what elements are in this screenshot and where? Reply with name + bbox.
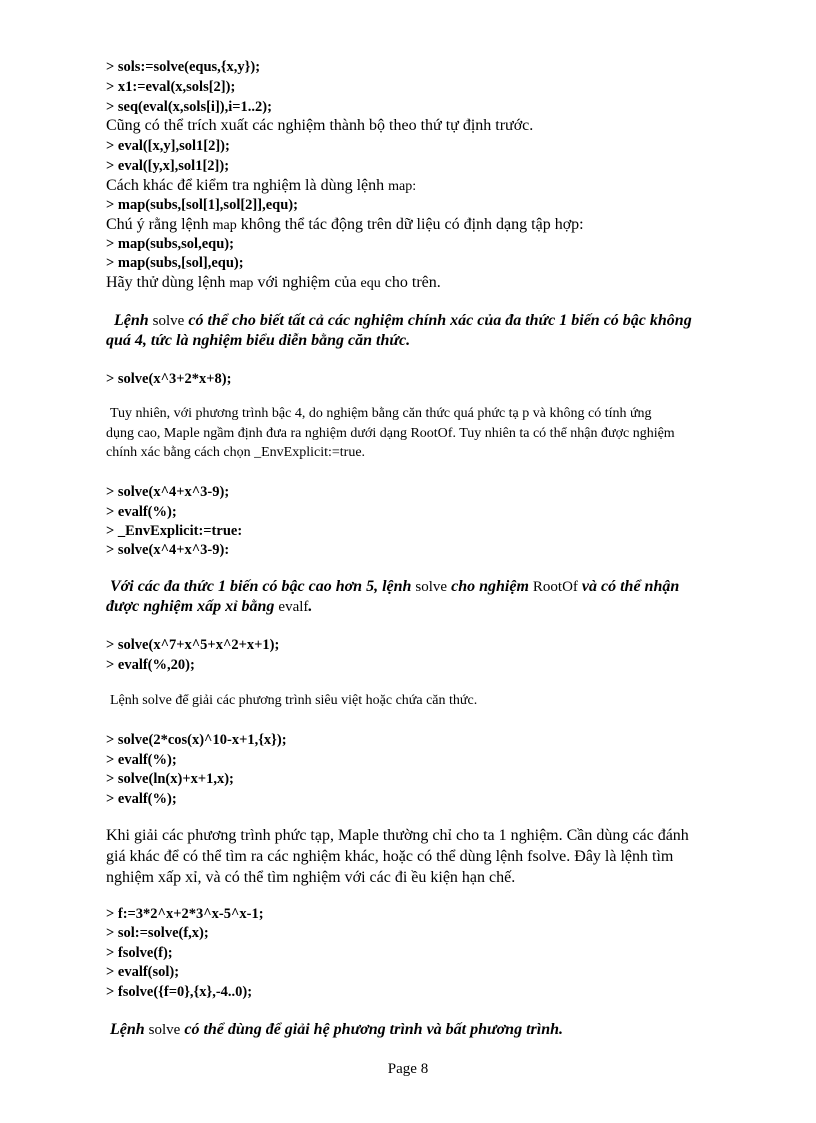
inline-keyword: equ bbox=[360, 276, 381, 291]
code-line: > _EnvExplicit:=true: bbox=[106, 523, 243, 539]
code-line: > solve(ln(x)+x+1,x); bbox=[106, 771, 234, 787]
text-run: được nghiệm xấp xỉ bằng bbox=[106, 598, 275, 615]
code-line: > evalf(sol); bbox=[106, 964, 180, 980]
section-lead bbox=[110, 579, 679, 595]
code-line: > evalf(%); bbox=[106, 752, 177, 768]
body-text: Tuy nhiên, với phương trình bậc 4, do nghiệm bằng căn thức quá phức tạ p và không có tính ứng bbox=[110, 406, 652, 421]
body-text: Cũng có thể trích xuất các nghiệm thành bộ theo thứ tự định trước. bbox=[106, 117, 534, 134]
inline-keyword: map bbox=[229, 276, 254, 291]
code-line: > f:=3*2^x+2*3^x-5^x-1; bbox=[106, 906, 264, 922]
text-run: Lệnh bbox=[110, 1021, 145, 1038]
body-text: giá khác để có thể tìm ra các nghiệm khác, hoặc có thể dùng lệnh fsolve. Đây là lệnh tìm bbox=[106, 848, 674, 865]
text-run: Lệnh bbox=[114, 312, 149, 329]
body-text: chính xác bằng cách chọn _EnvExplicit:=true. bbox=[106, 445, 366, 460]
body-text bbox=[106, 275, 441, 291]
body-text: Lệnh solve để giải các phương trình siêu việt hoặc chứa căn thức. bbox=[110, 693, 478, 708]
code-line: > fsolve(f); bbox=[106, 945, 173, 961]
inline-keyword: evalf bbox=[278, 599, 309, 615]
section-lead bbox=[106, 599, 312, 615]
code-line: > evalf(%,20); bbox=[106, 657, 195, 673]
code-line: > solve(x^4+x^3-9); bbox=[106, 484, 230, 500]
code-line: > map(subs,[sol[1],sol[2]],equ); bbox=[106, 197, 298, 213]
inline-keyword: solve bbox=[152, 313, 185, 329]
body-text: Khi giải các phương trình phức tạp, Maple thường chỉ cho ta 1 nghiệm. Cần dùng các đánh bbox=[106, 827, 689, 844]
inline-keyword: map: bbox=[388, 179, 417, 194]
text-run: cho nghiệm bbox=[451, 578, 529, 595]
code-line: > sol:=solve(f,x); bbox=[106, 925, 209, 941]
text-run: . bbox=[308, 598, 313, 615]
code-line: > fsolve({f=0},{x},-4..0); bbox=[106, 984, 253, 1000]
code-line: > evalf(%); bbox=[106, 504, 177, 520]
inline-keyword: solve bbox=[415, 579, 448, 595]
text-run: Hãy thử dùng lệnh bbox=[106, 274, 226, 291]
body-text: dụng cao, Maple ngầm định đưa ra nghiệm dưới dạng RootOf. Tuy nhiên ta có thể nhận được nghiệm bbox=[106, 426, 675, 441]
body-text bbox=[106, 217, 584, 233]
code-line: > eval([y,x],sol1[2]); bbox=[106, 158, 230, 174]
inline-keyword: RootOf bbox=[532, 579, 578, 595]
text-run: với nghiệm của bbox=[257, 274, 357, 291]
text-run: Cách khác để kiểm tra nghiệm là dùng lệnh bbox=[106, 177, 385, 194]
code-line: > eval([x,y],sol1[2]); bbox=[106, 138, 230, 154]
code-line: > x1:=eval(x,sols[2]); bbox=[106, 79, 236, 95]
section-lead: quá 4, tức là nghiệm biểu diễn bằng căn thức. bbox=[106, 332, 411, 349]
code-line: > evalf(%); bbox=[106, 791, 177, 807]
text-run: Với các đa thức 1 biến có bậc cao hơn 5, lệnh bbox=[110, 578, 412, 595]
code-line: > solve(2*cos(x)^10-x+1,{x}); bbox=[106, 732, 287, 748]
code-line: > seq(eval(x,sols[i]),i=1..2); bbox=[106, 99, 272, 115]
text-run: và có thể nhận bbox=[581, 578, 680, 595]
code-line: > solve(x^4+x^3-9): bbox=[106, 542, 230, 558]
inline-keyword: solve bbox=[148, 1022, 181, 1038]
body-text bbox=[106, 178, 416, 194]
body-text: nghiệm xấp xỉ, và có thể tìm nghiệm với các đi ều kiện hạn chế. bbox=[106, 869, 516, 886]
text-run: cho trên. bbox=[384, 274, 441, 291]
code-line: > map(subs,sol,equ); bbox=[106, 236, 234, 252]
section-lead bbox=[110, 1022, 563, 1038]
code-line: > solve(x^3+2*x+8); bbox=[106, 371, 232, 387]
code-line: > sols:=solve(equs,{x,y}); bbox=[106, 59, 261, 75]
code-line: > solve(x^7+x^5+x^2+x+1); bbox=[106, 637, 280, 653]
text-run: Chú ý rằng lệnh bbox=[106, 216, 209, 233]
section-lead bbox=[114, 313, 692, 329]
page-number: Page 8 bbox=[387, 1061, 429, 1077]
code-line: > map(subs,[sol],equ); bbox=[106, 255, 244, 271]
text-run: không thể tác động trên dữ liệu có định dạng tập hợp: bbox=[240, 216, 584, 233]
text-run: có thể cho biết tất cả các nghiệm chính xác của đa thức 1 biến có bậc không bbox=[188, 312, 692, 329]
inline-keyword: map bbox=[212, 218, 237, 233]
text-run: có thể dùng để giải hệ phương trình và bất phương trình. bbox=[184, 1021, 563, 1038]
